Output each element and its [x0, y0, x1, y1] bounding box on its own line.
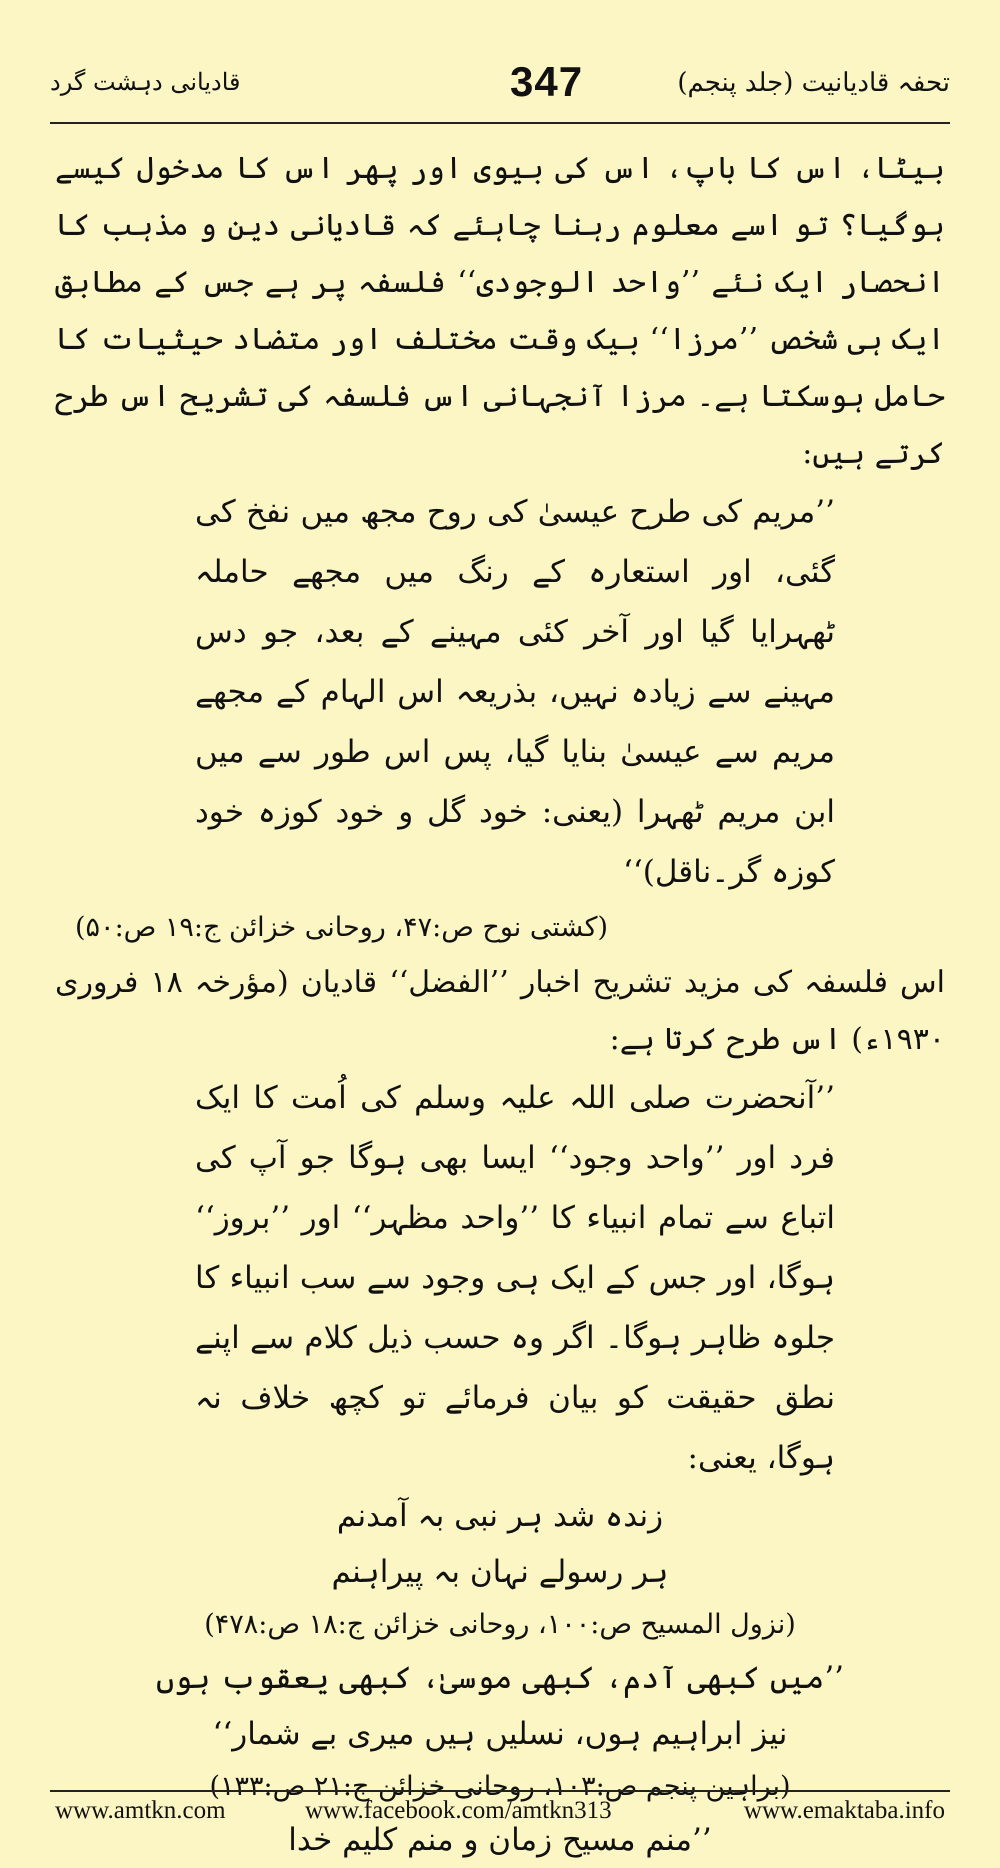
book-title: تحفہ قادیانیت (جلد پنجم) — [677, 68, 950, 98]
footer-link-emaktaba[interactable]: www.emaktaba.info — [743, 1797, 945, 1824]
quotation-kashti-nooh: ’’مریم کی طرح عیسیٰ کی روح مجھ میں نفخ کی گئی، اور استعارہ کے رنگ میں مجھے حاملہ ٹھہرایا گیا اور آخر کئی مہینے کے بعد، جو دس مہینے سے زیادہ نہیں، بذریعہ اس الہام کے مجھے مریم سے عیسیٰ بنایا گیا، پس اس طور سے میں ابن مریم ٹھہرا (یعنی: خود گل و خود کوزہ خود کوزہ گر۔ناقل)‘‘ — [195, 494, 835, 890]
reference-kashti-nooh: (کشتی نوح ص:۴۷، روحانی خزائن ج:۱۹ ص:۵۰) — [75, 912, 609, 943]
page-body — [55, 140, 945, 1868]
page-number: 347 — [510, 58, 584, 105]
page-footer — [55, 1797, 945, 1837]
reference-braheen: (براہین پنجم ص:۱۰۳، روحانی خزائن ج:۲۱ ص:۱۳۳) — [209, 1771, 791, 1802]
page-header — [50, 58, 950, 118]
header-divider — [50, 122, 950, 124]
footer-divider — [50, 1790, 950, 1792]
footer-link-amtkn[interactable]: www.amtkn.com — [55, 1797, 226, 1824]
urdu-verse-line-1: ’’میں کبھی آدم، کبھی موسیٰ، کبھی یعقوب ہوں — [155, 1660, 845, 1696]
chapter-title: قادیانی دہشت گرد — [50, 68, 241, 96]
persian-verse-line-1: زندہ شد ہر نبی بہ آمدنم — [336, 1498, 664, 1534]
quotation-alfazl: ’’آنحضرت صلی اللہ علیہ وسلم کی اُمت کا ایک فرد اور ’’واحد وجود‘‘ ایسا بھی ہوگا جو آپ کی اتباع سے تمام انبیاء کا ’’واحد مظہر‘‘ اور ’’بروز‘‘ ہوگا، اور جس کے ایک ہی وجود سے سب انبیاء کا جلوہ ظاہر ہوگا۔ اگر وہ حسب ذیل کلام سے اپنے نطق حقیقت کو بیان فرمائے تو کچھ خلاف نہ ہوگا، یعنی: — [195, 1080, 835, 1476]
persian-verse-line-3: ’’منم مسیح زمان و منم کلیم خدا — [288, 1822, 712, 1858]
intro-paragraph: بیٹا، اس کا باپ، اس کی بیوی اور پھر اس کا مدخول کیسے ہوگیا؟ تو اسے معلوم رہنا چاہئے کہ قادیانی دین و مذہب کا انحصار ایک نئے ’’واحد الوجودی‘‘ فلسفہ پر ہے جس کے مطابق ایک ہی شخص ’’مرزا‘‘ بیک وقت مختلف اور متضاد حیثیات کا حامل ہوسکتا ہے۔ مرزا آنجہانی اس فلسفہ کی تشریح اس طرح کرتے ہیں: — [55, 151, 945, 471]
persian-verse-line-2: ہر رسولے نہان بہ پیراہنم — [331, 1554, 669, 1590]
urdu-verse-line-2: نیز ابراہیم ہوں، نسلیں ہیں میری بے شمار‘‘ — [212, 1716, 788, 1752]
footer-link-facebook[interactable]: www.facebook.com/amtkn313 — [305, 1797, 612, 1824]
reference-nuzool-masih: (نزول المسیح ص:۱۰۰، روحانی خزائن ج:۱۸ ص:۴۷۸) — [204, 1609, 796, 1640]
alfazl-paragraph: اس فلسفہ کی مزید تشریح اخبار ’’الفضل‘‘ قادیان (مؤرخہ ۱۸ فروری ۱۹۳۰ء) اس طرح کرتا ہے: — [55, 965, 945, 1057]
